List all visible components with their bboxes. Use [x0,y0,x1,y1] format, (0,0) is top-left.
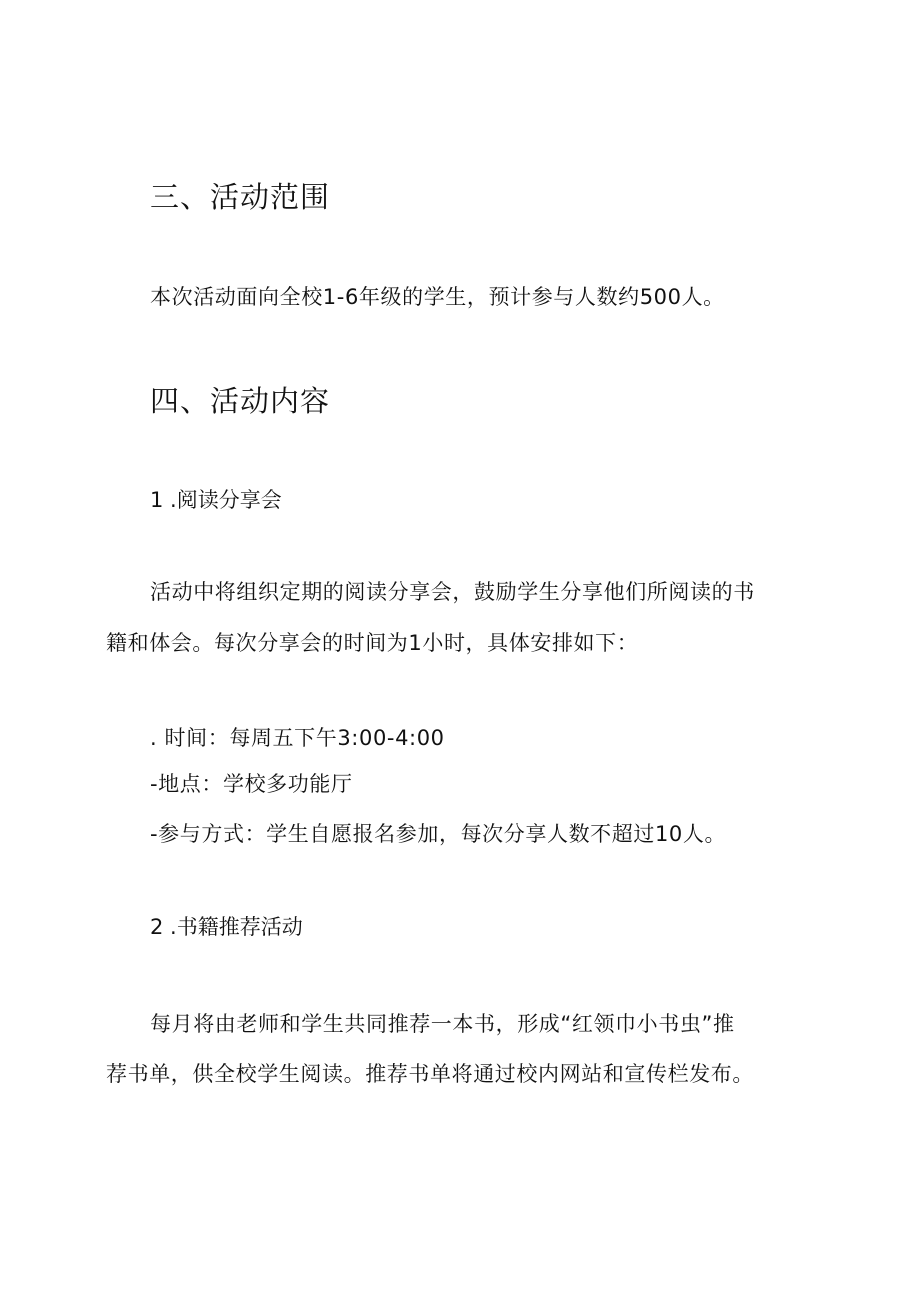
book-recommend-paragraph-line-2: 荐书单，供全校学生阅读。推荐书单将通过校内网站和宣传栏发布。 [106,1062,754,1086]
scope-paragraph: 本次活动面向全校1-6年级的学生，预计参与人数约500人。 [150,285,725,309]
book-recommend-paragraph-line-1: 每月将由老师和学生共同推荐一本书，形成“红领巾小书虫”推 [150,1012,735,1036]
item-title-book-recommend: 2 .书籍推荐活动 [150,915,303,939]
reading-share-paragraph-line-2: 籍和体会。每次分享会的时间为1小时，具体安排如下： [106,631,639,655]
section-heading-scope: 三、活动范围 [150,180,331,214]
section-heading-content: 四、活动内容 [150,384,331,418]
reading-share-time: . 时间：每周五下午3:00-4:00 [150,726,445,750]
reading-share-method: -参与方式：学生自愿报名参加，每次分享人数不超过10人。 [150,822,727,846]
reading-share-place: -地点：学校多功能厅 [150,772,353,796]
item-title-reading-share: 1 .阅读分享会 [150,488,282,512]
reading-share-paragraph-line-1: 活动中将组织定期的阅读分享会，鼓励学生分享他们所阅读的书 [150,580,755,604]
